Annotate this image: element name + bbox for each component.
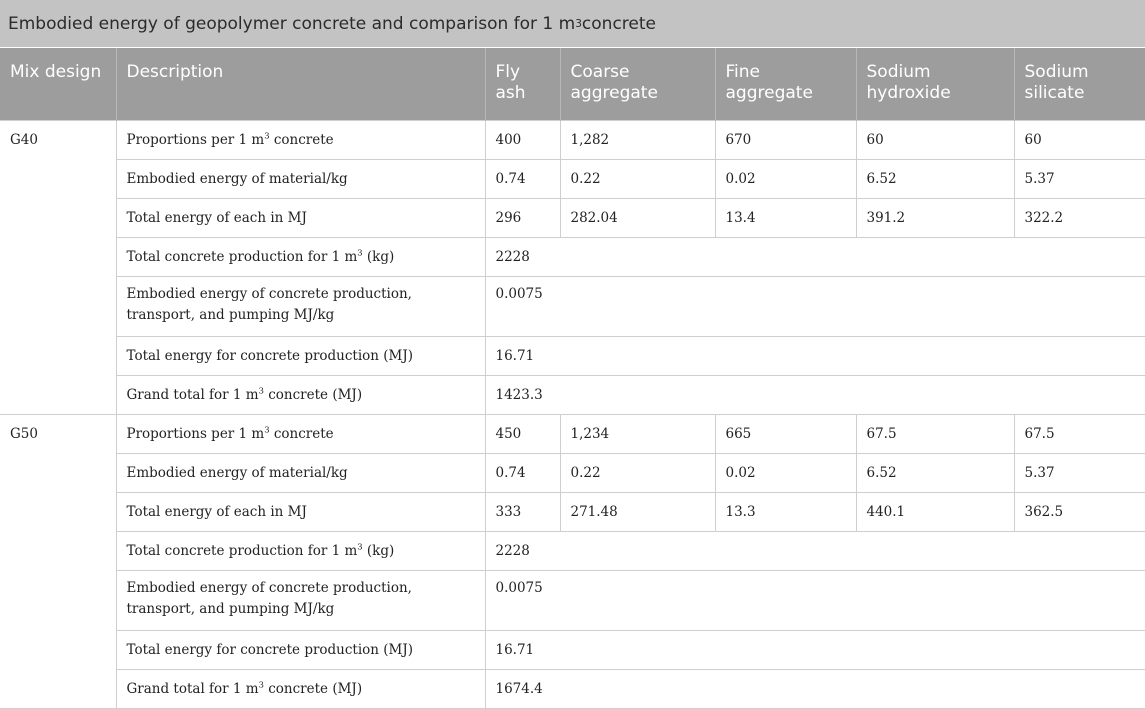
header-sodium-hydroxide: Sodium hydroxide: [856, 48, 1014, 120]
coarse-aggregate-cell: 0.22: [560, 453, 715, 492]
sodium-silicate-cell: 322.2: [1014, 198, 1145, 237]
merged-value-cell: 16.71: [485, 630, 1145, 669]
header-coarse-aggregate: Coarse aggregate: [560, 48, 715, 120]
header-fly-ash: Fly ash: [485, 48, 560, 120]
coarse-aggregate-cell: 282.04: [560, 198, 715, 237]
table-row: [0, 375, 1145, 414]
merged-value-cell: 0.0075: [485, 570, 1145, 630]
table-row: [0, 237, 1145, 276]
sodium-silicate-cell: 60: [1014, 120, 1145, 159]
fly-ash-cell: 333: [485, 492, 560, 531]
fly-ash-cell: 0.74: [485, 159, 560, 198]
sodium-hydroxide-cell: 391.2: [856, 198, 1014, 237]
header-description: Description: [116, 48, 485, 120]
description-cell: Proportions per 1 $m^3$ concrete: [116, 414, 485, 453]
fly-ash-cell: 0.74: [485, 453, 560, 492]
description-cell: Grand total for 1 $m^3$ concrete (MJ): [116, 669, 485, 708]
description-cell: Proportions per 1 $m^3$ concrete: [116, 120, 485, 159]
description-cell: Grand total for 1 $m^3$ concrete (MJ): [116, 375, 485, 414]
caption-text: Embodied energy of geopolymer concrete and comparison for 1 m: [8, 13, 576, 34]
table-row: [0, 276, 1145, 336]
sodium-hydroxide-cell: 6.52: [856, 159, 1014, 198]
table-row: [0, 159, 1145, 198]
fine-aggregate-cell: 13.4: [715, 198, 856, 237]
header-row: [0, 48, 1145, 120]
description-cell: Total concrete production for 1 $m^3$ (kg): [116, 237, 485, 276]
sodium-silicate-cell: 362.5: [1014, 492, 1145, 531]
header-mix-design: Mix design: [0, 48, 116, 120]
sodium-hydroxide-cell: 6.52: [856, 453, 1014, 492]
mix-design-cell: G40: [0, 120, 116, 414]
fine-aggregate-cell: 13.3: [715, 492, 856, 531]
description-cell: Embodied energy of material/kg: [116, 453, 485, 492]
merged-value-cell: 2228: [485, 237, 1145, 276]
energy-table: [0, 48, 1145, 709]
description-cell: Total energy for concrete production (MJ): [116, 336, 485, 375]
caption-text-end: concrete: [581, 13, 656, 34]
table-row: [0, 669, 1145, 708]
fine-aggregate-cell: 670: [715, 120, 856, 159]
fine-aggregate-cell: 665: [715, 414, 856, 453]
description-cell: Embodied energy of concrete production, transport, and pumping MJ/kg: [116, 570, 485, 630]
table-row: [0, 630, 1145, 669]
sodium-hydroxide-cell: 60: [856, 120, 1014, 159]
sodium-silicate-cell: 5.37: [1014, 453, 1145, 492]
merged-value-cell: 16.71: [485, 336, 1145, 375]
merged-value-cell: 0.0075: [485, 276, 1145, 336]
table-row: [0, 570, 1145, 630]
sodium-silicate-cell: 5.37: [1014, 159, 1145, 198]
fly-ash-cell: 450: [485, 414, 560, 453]
table-caption: Embodied energy of geopolymer concrete and comparison for 1 m 3 concrete: [0, 0, 1145, 48]
table-row: [0, 336, 1145, 375]
description-cell: Total concrete production for 1 $m^3$ (kg): [116, 531, 485, 570]
merged-value-cell: 1674.4: [485, 669, 1145, 708]
table-row: [0, 414, 1145, 453]
description-cell: Total energy of each in MJ: [116, 198, 485, 237]
coarse-aggregate-cell: 1,282: [560, 120, 715, 159]
header-fine-aggregate: Fine aggregate: [715, 48, 856, 120]
table-row: [0, 531, 1145, 570]
fly-ash-cell: 400: [485, 120, 560, 159]
fly-ash-cell: 296: [485, 198, 560, 237]
header-sodium-silicate: Sodium silicate: [1014, 48, 1145, 120]
fine-aggregate-cell: 0.02: [715, 159, 856, 198]
mix-design-cell: G50: [0, 414, 116, 708]
description-cell: Embodied energy of concrete production, transport, and pumping MJ/kg: [116, 276, 485, 336]
table-row: [0, 492, 1145, 531]
table-row: [0, 120, 1145, 159]
merged-value-cell: 2228: [485, 531, 1145, 570]
coarse-aggregate-cell: 1,234: [560, 414, 715, 453]
table-row: [0, 453, 1145, 492]
merged-value-cell: 1423.3: [485, 375, 1145, 414]
description-cell: Total energy of each in MJ: [116, 492, 485, 531]
fine-aggregate-cell: 0.02: [715, 453, 856, 492]
table-row: [0, 198, 1145, 237]
coarse-aggregate-cell: 0.22: [560, 159, 715, 198]
sodium-silicate-cell: 67.5: [1014, 414, 1145, 453]
description-cell: Total energy for concrete production (MJ): [116, 630, 485, 669]
description-cell: Embodied energy of material/kg: [116, 159, 485, 198]
coarse-aggregate-cell: 271.48: [560, 492, 715, 531]
sodium-hydroxide-cell: 440.1: [856, 492, 1014, 531]
sodium-hydroxide-cell: 67.5: [856, 414, 1014, 453]
